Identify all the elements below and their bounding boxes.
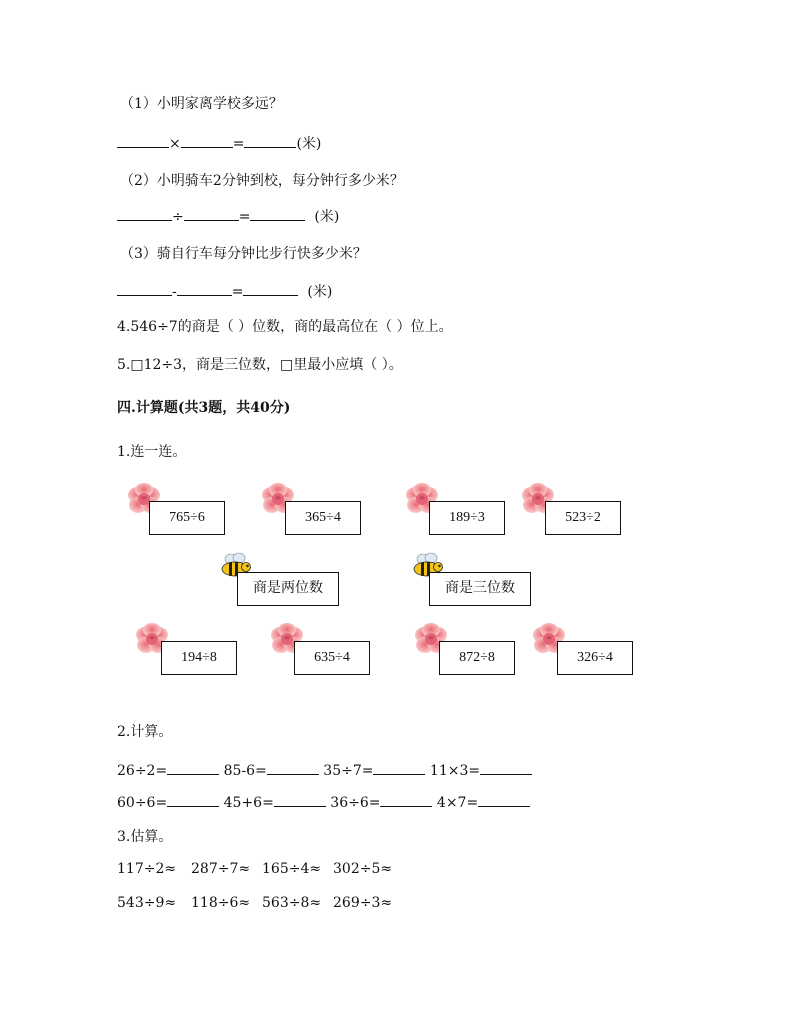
estimate-expression: 302÷5≈ (333, 861, 393, 877)
q4-text: 4.546÷7的商是（ ）位数，商的最高位在（ ）位上。 (117, 319, 453, 335)
q1-formula (117, 133, 321, 153)
calc-expression: 60÷6= (117, 795, 168, 811)
answer-blank[interactable] (117, 133, 169, 148)
estimate-expression: 118÷6≈ (191, 895, 251, 911)
match-box-bottom[interactable]: 872÷8 (439, 641, 515, 675)
estimate-expression: 287÷7≈ (191, 861, 251, 877)
calc-expression: 26÷2= (117, 763, 168, 779)
calc-expression: 85-6= (223, 763, 267, 779)
match-box-bottom[interactable]: 194÷8 (161, 641, 237, 675)
calc-expression: 4×7= (436, 795, 479, 811)
answer-blank[interactable] (117, 281, 172, 296)
calc-expression: 11×3= (429, 763, 481, 779)
match-box-middle[interactable]: 商是两位数 (237, 572, 339, 606)
answer-blank[interactable] (177, 281, 232, 296)
equals: = (231, 284, 244, 300)
estimate-row (117, 895, 404, 911)
answer-blank[interactable] (250, 206, 305, 221)
answer-blank[interactable] (244, 133, 296, 148)
estimate-expression: 543÷9≈ (117, 895, 177, 911)
estimate-expression: 165÷4≈ (262, 861, 322, 877)
match-box-top[interactable]: 765÷6 (149, 501, 225, 535)
calc-expression: 45+6= (223, 795, 274, 811)
calc-row (117, 760, 532, 779)
calc-title: 2.计算。 (117, 724, 173, 740)
answer-blank[interactable] (380, 792, 432, 807)
equals: = (232, 136, 245, 152)
answer-blank[interactable] (267, 760, 319, 775)
calc-expression: 35÷7= (323, 763, 374, 779)
match-title: 1.连一连。 (117, 444, 187, 460)
answer-blank[interactable] (117, 206, 172, 221)
operator: - (172, 284, 177, 300)
estimate-row (117, 861, 404, 877)
q2-label: （2）小明骑车2分钟到校，每分钟行多少米？ (120, 173, 404, 189)
q3-label: （3）骑自行车每分钟比步行快多少米？ (120, 246, 367, 262)
answer-blank[interactable] (373, 760, 425, 775)
match-box-bottom[interactable]: 635÷4 (294, 641, 370, 675)
answer-blank[interactable] (478, 792, 530, 807)
answer-blank[interactable] (480, 760, 532, 775)
calc-row (117, 792, 530, 811)
answer-blank[interactable] (184, 206, 239, 221)
section-title: 四.计算题(共3题，共40分) (117, 400, 291, 416)
match-box-top[interactable]: 523÷2 (545, 501, 621, 535)
match-box-top[interactable]: 365÷4 (285, 501, 361, 535)
unit: (米) (314, 209, 340, 225)
estimate-title: 3.估算。 (117, 829, 173, 845)
answer-blank[interactable] (167, 760, 219, 775)
calc-expression: 36÷6= (330, 795, 381, 811)
q3-formula (117, 281, 332, 301)
operator: ÷ (172, 209, 184, 225)
estimate-expression: 269÷3≈ (333, 895, 393, 911)
answer-blank[interactable] (274, 792, 326, 807)
unit: (米) (296, 136, 322, 152)
q1-label: （1）小明家离学校多远？ (120, 96, 283, 112)
answer-blank[interactable] (243, 281, 298, 296)
q2-formula (117, 206, 339, 226)
equals: = (238, 209, 251, 225)
answer-blank[interactable] (167, 792, 219, 807)
operator: × (169, 136, 181, 152)
match-box-bottom[interactable]: 326÷4 (557, 641, 633, 675)
unit: (米) (307, 284, 333, 300)
estimate-expression: 117÷2≈ (117, 861, 177, 877)
match-box-top[interactable]: 189÷3 (429, 501, 505, 535)
answer-blank[interactable] (181, 133, 233, 148)
match-box-middle[interactable]: 商是三位数 (429, 572, 531, 606)
q5-text: 5.□12÷3，商是三位数，□里最小应填（ ）。 (117, 357, 403, 373)
estimate-expression: 563÷8≈ (262, 895, 322, 911)
